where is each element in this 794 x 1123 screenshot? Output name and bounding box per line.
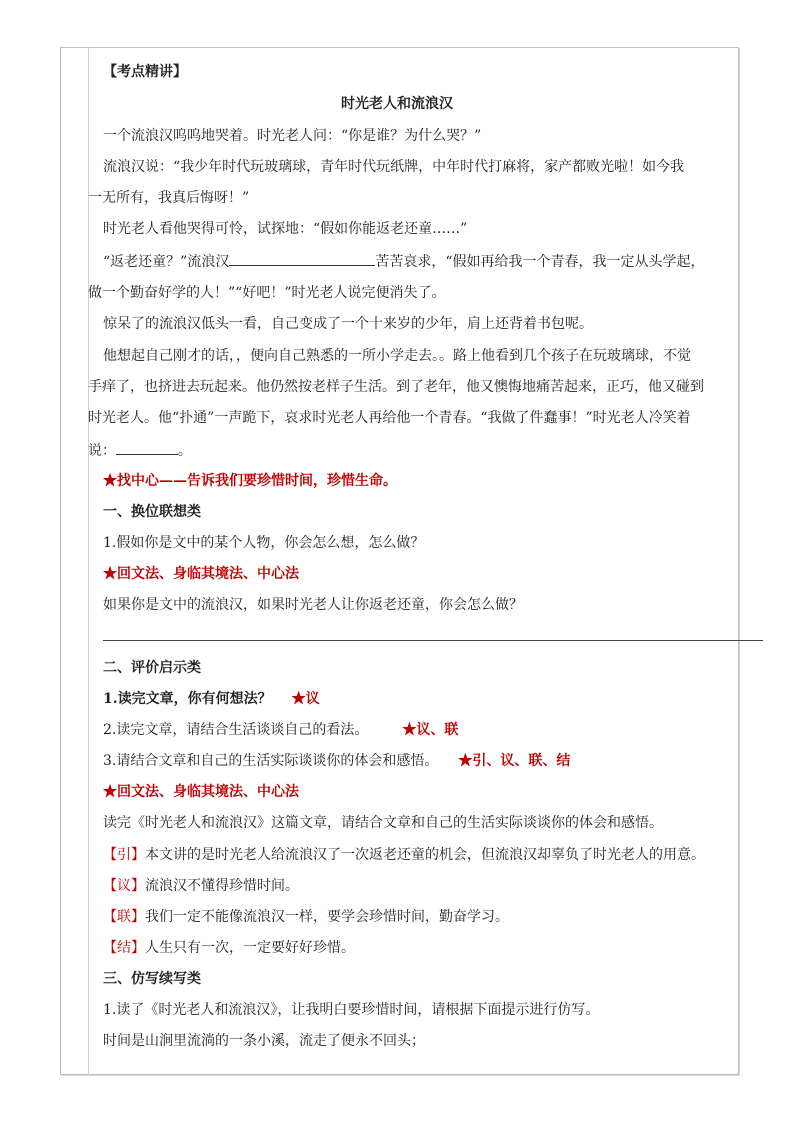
tag-jie: 【结】 [103,940,145,956]
answer-yi [103,876,299,896]
answer-text: 我们一定不能像流浪汉一样，要学会珍惜时间，勤奋学习。 [145,909,509,925]
story-paragraph [103,251,704,272]
method-tip: ★回文法、身临其境法、中心法 [103,566,299,582]
section-3-title: 三、仿写续写类 [103,971,201,987]
question [103,720,458,740]
story-paragraph [88,440,192,461]
question [103,689,320,709]
center-tip: ★找中心——告诉我们要珍惜时间，珍惜生命。 [103,473,397,489]
story-title: 时光老人和流浪汉 [341,96,453,112]
method-tag: ★议、联 [402,722,459,738]
story-paragraph: 手痒了，也挤进去玩起来。他仍然按老样子生活。到了老年，他又懊悔地痛苦起来，正巧，他又碰到 [88,379,704,395]
text-segment: 说： [88,443,116,459]
tag-yin: 【引】 [103,847,145,863]
question: 1.假如你是文中的某个人物，你会怎么想，怎么做？ [103,535,425,551]
answer-text: 本文讲的是时光老人给流浪汉了一次返老还童的机会，但流浪汉却辜负了时光老人的用意。 [145,847,705,863]
method-tag: ★引、议、联、结 [458,753,571,769]
section-1-title: 一、换位联想类 [103,504,201,520]
method-tip: ★回文法、身临其境法、中心法 [103,784,299,800]
answer-text: 流浪汉不懂得珍惜时间。 [145,878,299,894]
question [103,751,570,771]
text-segment: 苦苦哀求，“假如再给我一个青春，我一定从头学起， [375,254,705,270]
method-tag: ★议 [291,691,320,707]
text-segment: 。 [178,443,192,459]
text-segment: “返老还童？”流浪汉 [103,254,230,270]
example-prompt: 读完《时光老人和流浪汉》这篇文章，请结合文章和自己的生活实际谈谈你的体会和感悟。 [103,815,663,831]
story-paragraph: 他想起自己刚才的话，，便向自己熟悉的一所小学走去。。路上他看到几个孩子在玩玻璃球，不觉 [103,348,691,364]
story-paragraph: 时光老人。他“扑通”一声跪下，哀求时光老人再给他一个青春。“我做了件蠢事！”时光老人冷笑着 [88,410,691,426]
story-paragraph: 惊呆了的流浪汉低头一看，自己变成了一个十来岁的少年，肩上还背着书包呢。 [103,316,593,332]
question-text: 3.请结合文章和自己的生活实际谈谈你的体会和感悟。 [103,753,439,769]
question: 1.读了《时光老人和流浪汉》，让我明白要珍惜时间，请根据下面提示进行仿写。 [103,1002,600,1018]
story-paragraph: 一个流浪汉呜呜地哭着。时光老人问：“你是谁？为什么哭？” [103,128,482,144]
fill-in-blank[interactable] [116,440,178,455]
story-paragraph: 时光老人看他哭得可怜，试探地：“假如你能返老还童……” [103,221,468,237]
example-question: 如果你是文中的流浪汉，如果时光老人让你返老还童，你会怎么做？ [103,597,523,613]
tag-lian: 【联】 [103,909,145,925]
story-paragraph: 一无所有，我真后悔呀！” [88,190,250,206]
fill-in-blank[interactable] [229,251,375,266]
question-text: 2.读完文章，请结合生活谈谈自己的看法。 [103,722,369,738]
section-2-title: 二、评价启示类 [103,660,201,676]
section-heading: 【考点精讲】 [103,64,187,80]
example-sentence: 时间是山涧里流淌的一条小溪，流走了便永不回头； [103,1033,425,1049]
answer-jie [103,938,355,958]
tag-yi: 【议】 [103,878,145,894]
answer-lian [103,907,509,927]
answer-yin [103,845,705,865]
answer-line[interactable] [103,640,763,641]
answer-text: 人生只有一次，一定要好好珍惜。 [145,940,355,956]
story-paragraph: 流浪汉说：“我少年时代玩玻璃球，青年时代玩纸牌，中年时代打麻将，家产都败光啦！如今我 [103,159,685,175]
story-paragraph: 做一个勤奋好学的人！”“好吧！”时光老人说完便消失了。 [88,285,446,301]
question-text: 1.读完文章，你有何想法？ [103,691,272,707]
